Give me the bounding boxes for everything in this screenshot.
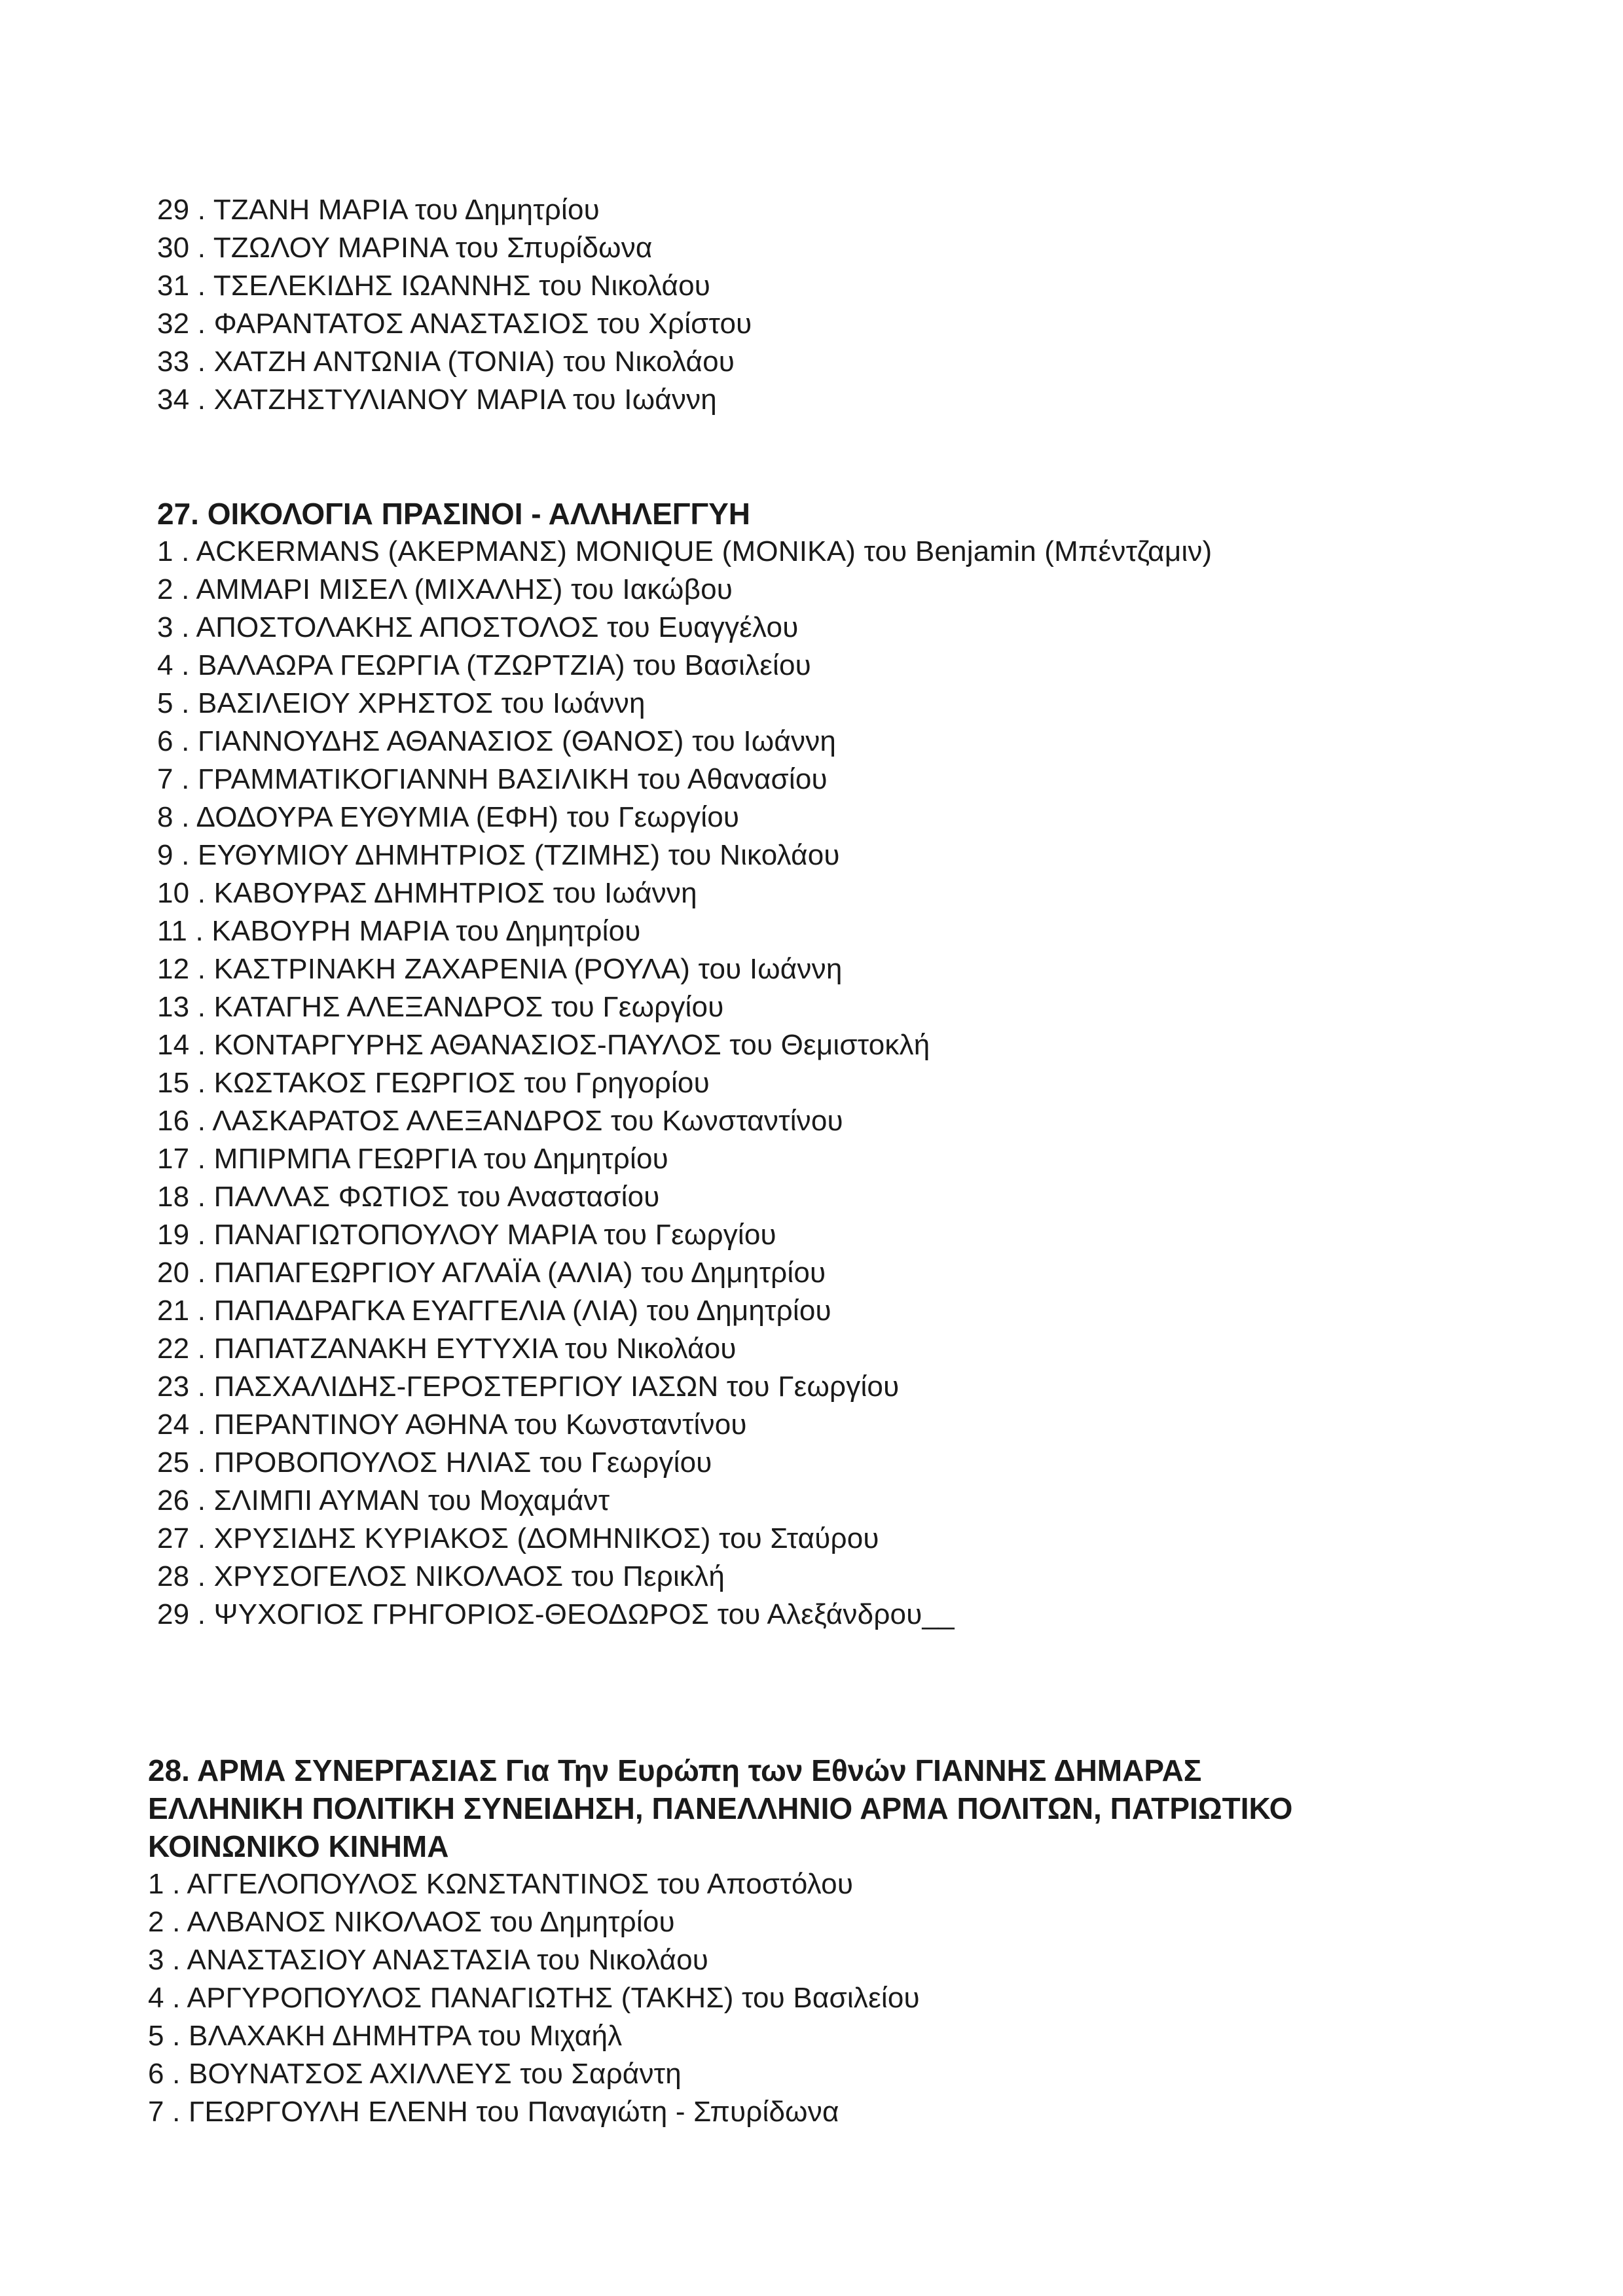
candidate-number: 6 [157,725,173,757]
candidate-name: ΠΡΟΒΟΠΟΥΛΟΣ ΗΛΙΑΣ του Γεωργίου [213,1446,712,1479]
candidate-entry: 1 . ACKERMANS (ΑΚΕΡΜΑΝΣ) MONIQUE (ΜΟΝΙΚΑ) του Benjamin (Μπέντζαμιν) [157,533,1623,571]
candidate-list [148,1865,1623,2131]
candidate-name: ΣΛΙΜΠΙ ΑΥΜΑΝ του Μοχαμάντ [213,1484,610,1516]
candidate-number: 19 [157,1219,190,1251]
candidate-entry: 6 . ΓΙΑΝΝΟΥΔΗΣ ΑΘΑΝΑΣΙΟΣ (ΘΑΝΟΣ) του Ιωάννη [157,723,1623,761]
candidate-name: ΑΝΑΣΤΑΣΙΟΥ ΑΝΑΣΤΑΣΙΑ του Νικολάου [187,1944,709,1976]
candidate-name: ΜΠΙΡΜΠΑ ΓΕΩΡΓΙΑ του Δημητρίου [213,1143,668,1175]
candidate-entry: 3 . ΑΠΟΣΤΟΛΑΚΗΣ ΑΠΟΣΤΟΛΟΣ του Ευαγγέλου [157,609,1623,647]
candidate-number: 6 [148,2058,164,2090]
candidate-entry: 25 . ΠΡΟΒΟΠΟΥΛΟΣ ΗΛΙΑΣ του Γεωργίου [157,1444,1623,1482]
candidate-number: 5 [148,2020,164,2052]
candidate-number: 2 [157,573,173,605]
candidate-entry: 28 . ΧΡΥΣΟΓΕΛΟΣ ΝΙΚΟΛΑΟΣ του Περικλή [157,1558,1623,1596]
party-heading-line-2: ΕΛΛΗΝΙΚΗ ΠΟΛΙΤΙΚΗ ΣΥΝΕΙΔΗΣΗ, ΠΑΝΕΛΛΗΝΙΟ ΑΡΜΑ ΠΟΛΙΤΩΝ, ΠΑΤΡΙΩΤΙΚΟ [148,1791,1293,1825]
candidate-name: ΚΑΤΑΓΗΣ ΑΛΕΞΑΝΔΡΟΣ του Γεωργίου [213,991,724,1023]
candidate-name: ΑΜΜΑΡΙ ΜΙΣΕΛ (ΜΙΧΑΛΗΣ) του Ιακώβου [196,573,733,605]
candidate-number: 21 [157,1295,190,1327]
candidate-number: 5 [157,687,173,719]
candidate-name: ΠΑΠΑΤΖΑΝΑΚΗ ΕΥΤΥΧΙΑ του Νικολάου [213,1333,737,1365]
candidate-name: ΧΑΤΖΗΣΤΥΛΙΑΝΟΥ ΜΑΡΙΑ του Ιωάννη [213,384,717,416]
candidate-number: 2 [148,1906,164,1938]
candidate-name: ΑΠΟΣΤΟΛΑΚΗΣ ΑΠΟΣΤΟΛΟΣ του Ευαγγέλου [196,611,799,643]
candidate-number: 24 [157,1408,190,1441]
candidate-entry: 7 . ΓΡΑΜΜΑΤΙΚΟΓΙΑΝΝΗ ΒΑΣΙΛΙΚΗ του Αθανασίου [157,761,1623,798]
candidate-entry: 8 . ΔΟΔΟΥΡΑ ΕΥΘΥΜΙΑ (ΕΦΗ) του Γεωργίου [157,798,1623,836]
candidate-number: 11 [157,915,188,947]
candidate-number: 18 [157,1181,190,1213]
candidate-name: ΚΑΒΟΥΡΗ ΜΑΡΙΑ του Δημητρίου [211,915,641,947]
candidate-entry: 5 . ΒΑΣΙΛΕΙΟΥ ΧΡΗΣΤΟΣ του Ιωάννη [157,685,1623,723]
candidate-entry: 27 . ΧΡΥΣΙΔΗΣ ΚΥΡΙΑΚΟΣ (ΔΟΜΗΝΙΚΟΣ) του Σταύρου [157,1520,1623,1558]
candidate-number: 32 [157,308,190,340]
candidate-name: ΠΕΡΑΝΤΙΝΟΥ ΑΘΗΝΑ του Κωνσταντίνου [213,1408,747,1441]
candidate-number: 20 [157,1257,190,1289]
candidate-name: ΔΟΔΟΥΡΑ ΕΥΘΥΜΙΑ (ΕΦΗ) του Γεωργίου [196,801,740,833]
candidate-entry: 21 . ΠΑΠΑΔΡΑΓΚΑ ΕΥΑΓΓΕΛΙΑ (ΛΙΑ) του Δημητρίου [157,1292,1623,1330]
candidate-entry: 32 . ΦΑΡΑΝΤΑΤΟΣ ΑΝΑΣΤΑΣΙΟΣ του Χρίστου [157,305,1623,343]
candidate-number: 15 [157,1067,190,1099]
candidate-number: 4 [148,1982,164,2014]
candidate-name: ΧΑΤΖΗ ΑΝΤΩΝΙΑ (ΤΟΝΙΑ) του Νικολάου [213,346,735,378]
candidate-entry: 3 . ΑΝΑΣΤΑΣΙΟΥ ΑΝΑΣΤΑΣΙΑ του Νικολάου [148,1941,1623,1979]
candidate-number: 27 [157,1522,190,1554]
candidate-name: ΛΑΣΚΑΡΑΤΟΣ ΑΛΕΞΑΝΔΡΟΣ του Κωνσταντίνου [212,1105,843,1137]
candidate-entry: 26 . ΣΛΙΜΠΙ ΑΥΜΑΝ του Μοχαμάντ [157,1482,1623,1520]
candidate-name: ΠΑΝΑΓΙΩΤΟΠΟΥΛΟΥ ΜΑΡΙΑ του Γεωργίου [213,1219,776,1251]
candidate-entry: 23 . ΠΑΣΧΑΛΙΔΗΣ-ΓΕΡΟΣΤΕΡΓΙΟΥ ΙΑΣΩΝ του Γεωργίου [157,1368,1623,1406]
candidate-number: 4 [157,649,173,681]
candidate-number: 3 [157,611,173,643]
candidate-entry: 22 . ΠΑΠΑΤΖΑΝΑΚΗ ΕΥΤΥΧΙΑ του Νικολάου [157,1330,1623,1368]
candidate-name: ΠΑΠΑΓΕΩΡΓΙΟΥ ΑΓΛΑΪΑ (ΑΛΙΑ) του Δημητρίου [213,1257,826,1289]
candidate-entry: 16 . ΛΑΣΚΑΡΑΤΟΣ ΑΛΕΞΑΝΔΡΟΣ του Κωνσταντίνου [157,1102,1623,1140]
candidate-number: 31 [157,270,190,302]
candidate-list [157,533,1623,1634]
party-heading: 27. ΟΙΚΟΛΟΓΙΑ ΠΡΑΣΙΝΟΙ - ΑΛΛΗΛΕΓΓΥΗ [157,497,751,531]
candidate-number: 34 [157,384,190,416]
party-heading-line-3: ΚΟΙΝΩΝΙΚΟ ΚΙΝΗΜΑ [148,1829,449,1863]
candidate-number: 7 [148,2096,164,2128]
candidate-number: 29 [157,194,190,226]
candidate-name: ΚΑΣΤΡΙΝΑΚΗ ΖΑΧΑΡΕΝΙΑ (ΡΟΥΛΑ) του Ιωάννη [213,953,843,985]
candidate-name: ΤΣΕΛΕΚΙΔΗΣ ΙΩΑΝΝΗΣ του Νικολάου [213,270,711,302]
candidate-name: ΠΑΛΛΑΣ ΦΩΤΙΟΣ του Αναστασίου [213,1181,660,1213]
candidate-number: 30 [157,232,190,264]
candidate-entry: 30 . ΤΖΩΛΟΥ ΜΑΡΙΝΑ του Σπυρίδωνα [157,229,1623,267]
candidate-number: 1 [148,1868,164,1900]
candidate-number: 17 [157,1143,190,1175]
candidate-entry: 19 . ΠΑΝΑΓΙΩΤΟΠΟΥΛΟΥ ΜΑΡΙΑ του Γεωργίου [157,1216,1623,1254]
candidate-entry: 33 . ΧΑΤΖΗ ΑΝΤΩΝΙΑ (ΤΟΝΙΑ) του Νικολάου [157,343,1623,381]
candidate-entry: 15 . ΚΩΣΤΑΚΟΣ ΓΕΩΡΓΙΟΣ του Γρηγορίου [157,1064,1623,1102]
candidate-entry: 5 . ΒΛΑΧΑΚΗ ΔΗΜΗΤΡΑ του Μιχαήλ [148,2017,1623,2055]
candidate-number: 8 [157,801,173,833]
candidate-number: 33 [157,346,190,378]
candidate-name: ΧΡΥΣΟΓΕΛΟΣ ΝΙΚΟΛΑΟΣ του Περικλή [213,1560,725,1592]
candidate-name: ΒΛΑΧΑΚΗ ΔΗΜΗΤΡΑ του Μιχαήλ [188,2020,623,2052]
candidate-entry: 6 . ΒΟΥΝΑΤΣΟΣ ΑΧΙΛΛΕΥΣ του Σαράντη [148,2055,1623,2093]
candidate-entry: 11 . ΚΑΒΟΥΡΗ ΜΑΡΙΑ του Δημητρίου [157,912,1623,950]
candidate-name: ΨΥΧΟΓΙΟΣ ΓΡΗΓΟΡΙΟΣ-ΘΕΟΔΩΡΟΣ του Αλεξάνδρου__ [213,1598,955,1630]
candidate-name: ΤΖΩΛΟΥ ΜΑΡΙΝΑ του Σπυρίδωνα [213,232,653,264]
candidate-number: 26 [157,1484,190,1516]
party-section-27 [157,495,1623,1634]
candidate-entry: 2 . ΑΛΒΑΝΟΣ ΝΙΚΟΛΑΟΣ του Δημητρίου [148,1903,1623,1941]
candidate-number: 28 [157,1560,190,1592]
candidate-name: ΓΕΩΡΓΟΥΛΗ ΕΛΕΝΗ του Παναγιώτη - Σπυρίδωνα [188,2096,839,2128]
candidate-name: ΓΙΑΝΝΟΥΔΗΣ ΑΘΑΝΑΣΙΟΣ (ΘΑΝΟΣ) του Ιωάννη [197,725,837,757]
candidate-number: 29 [157,1598,190,1630]
candidate-number: 12 [157,953,190,985]
candidate-name: ΠΑΠΑΔΡΑΓΚΑ ΕΥΑΓΓΕΛΙΑ (ΛΙΑ) του Δημητρίου [213,1295,831,1327]
candidate-name: ΒΟΥΝΑΤΣΟΣ ΑΧΙΛΛΕΥΣ του Σαράντη [188,2058,682,2090]
candidate-list-continued [157,191,1623,419]
candidate-name: ΑΡΓΥΡΟΠΟΥΛΟΣ ΠΑΝΑΓΙΩΤΗΣ (ΤΑΚΗΣ) του Βασιλείου [187,1982,920,2014]
candidate-entry: 29 . ΨΥΧΟΓΙΟΣ ΓΡΗΓΟΡΙΟΣ-ΘΕΟΔΩΡΟΣ του Αλεξάνδρου__ [157,1596,1623,1634]
candidate-number: 14 [157,1029,190,1061]
candidate-name: ΚΑΒΟΥΡΑΣ ΔΗΜΗΤΡΙΟΣ του Ιωάννη [213,877,697,909]
candidate-entry: 12 . ΚΑΣΤΡΙΝΑΚΗ ΖΑΧΑΡΕΝΙΑ (ΡΟΥΛΑ) του Ιωάννη [157,950,1623,988]
candidate-entry: 34 . ΧΑΤΖΗΣΤΥΛΙΑΝΟΥ ΜΑΡΙΑ του Ιωάννη [157,381,1623,419]
party-section-28 [148,1751,1623,2131]
candidate-name: ΚΟΝΤΑΡΓΥΡΗΣ ΑΘΑΝΑΣΙΟΣ-ΠΑΥΛΟΣ του Θεμιστοκλή [213,1029,930,1061]
candidate-entry: 4 . ΑΡΓΥΡΟΠΟΥΛΟΣ ΠΑΝΑΓΙΩΤΗΣ (ΤΑΚΗΣ) του Βασιλείου [148,1979,1623,2017]
candidate-entry: 29 . ΤΖΑΝΗ ΜΑΡΙΑ του Δημητρίου [157,191,1623,229]
candidate-entry: 24 . ΠΕΡΑΝΤΙΝΟΥ ΑΘΗΝΑ του Κωνσταντίνου [157,1406,1623,1444]
candidate-number: 10 [157,877,190,909]
candidate-name: ACKERMANS (ΑΚΕΡΜΑΝΣ) MONIQUE (ΜΟΝΙΚΑ) του Benjamin (Μπέντζαμιν) [196,535,1213,567]
candidate-name: ΒΑΛΑΩΡΑ ΓΕΩΡΓΙΑ (ΤΖΩΡΤΖΙΑ) του Βασιλείου [197,649,811,681]
candidate-number: 1 [157,535,173,567]
candidate-number: 25 [157,1446,190,1479]
party-heading-line-1: 28. ΑΡΜΑ ΣΥΝΕΡΓΑΣΙΑΣ Για Την Ευρώπη των Εθνών ΓΙΑΝΝΗΣ ΔΗΜΑΡΑΣ [148,1753,1202,1787]
candidate-entry: 2 . ΑΜΜΑΡΙ ΜΙΣΕΛ (ΜΙΧΑΛΗΣ) του Ιακώβου [157,571,1623,609]
candidate-entry: 31 . ΤΣΕΛΕΚΙΔΗΣ ΙΩΑΝΝΗΣ του Νικολάου [157,267,1623,305]
candidate-entry: 14 . ΚΟΝΤΑΡΓΥΡΗΣ ΑΘΑΝΑΣΙΟΣ-ΠΑΥΛΟΣ του Θεμιστοκλή [157,1026,1623,1064]
candidate-entry: 7 . ΓΕΩΡΓΟΥΛΗ ΕΛΕΝΗ του Παναγιώτη - Σπυρίδωνα [148,2093,1623,2131]
candidate-entry: 20 . ΠΑΠΑΓΕΩΡΓΙΟΥ ΑΓΛΑΪΑ (ΑΛΙΑ) του Δημητρίου [157,1254,1623,1292]
candidate-number: 9 [157,839,173,871]
candidate-name: ΤΖΑΝΗ ΜΑΡΙΑ του Δημητρίου [213,194,600,226]
candidate-entry: 18 . ΠΑΛΛΑΣ ΦΩΤΙΟΣ του Αναστασίου [157,1178,1623,1216]
candidate-name: ΒΑΣΙΛΕΙΟΥ ΧΡΗΣΤΟΣ του Ιωάννη [197,687,646,719]
candidate-entry: 17 . ΜΠΙΡΜΠΑ ΓΕΩΡΓΙΑ του Δημητρίου [157,1140,1623,1178]
candidate-name: ΕΥΘΥΜΙΟΥ ΔΗΜΗΤΡΙΟΣ (ΤΖΙΜΗΣ) του Νικολάου [197,839,840,871]
candidate-number: 3 [148,1944,164,1976]
candidate-name: ΠΑΣΧΑΛΙΔΗΣ-ΓΕΡΟΣΤΕΡΓΙΟΥ ΙΑΣΩΝ του Γεωργίου [213,1371,900,1403]
candidate-name: ΦΑΡΑΝΤΑΤΟΣ ΑΝΑΣΤΑΣΙΟΣ του Χρίστου [213,308,752,340]
candidate-name: ΓΡΑΜΜΑΤΙΚΟΓΙΑΝΝΗ ΒΑΣΙΛΙΚΗ του Αθανασίου [197,763,828,795]
candidate-entry: 10 . ΚΑΒΟΥΡΑΣ ΔΗΜΗΤΡΙΟΣ του Ιωάννη [157,874,1623,912]
candidate-entry: 13 . ΚΑΤΑΓΗΣ ΑΛΕΞΑΝΔΡΟΣ του Γεωργίου [157,988,1623,1026]
candidate-name: ΧΡΥΣΙΔΗΣ ΚΥΡΙΑΚΟΣ (ΔΟΜΗΝΙΚΟΣ) του Σταύρου [213,1522,879,1554]
candidate-entry: 4 . ΒΑΛΑΩΡΑ ΓΕΩΡΓΙΑ (ΤΖΩΡΤΖΙΑ) του Βασιλείου [157,647,1623,685]
candidate-name: ΑΛΒΑΝΟΣ ΝΙΚΟΛΑΟΣ του Δημητρίου [187,1906,675,1938]
candidate-name: ΚΩΣΤΑΚΟΣ ΓΕΩΡΓΙΟΣ του Γρηγορίου [213,1067,710,1099]
candidate-number: 23 [157,1371,190,1403]
candidate-name: ΑΓΓΕΛΟΠΟΥΛΟΣ ΚΩΝΣΤΑΝΤΙΝΟΣ του Αποστόλου [187,1868,854,1900]
candidate-entry: 1 . ΑΓΓΕΛΟΠΟΥΛΟΣ ΚΩΝΣΤΑΝΤΙΝΟΣ του Αποστόλου [148,1865,1623,1903]
candidate-number: 7 [157,763,173,795]
candidate-entry: 9 . ΕΥΘΥΜΙΟΥ ΔΗΜΗΤΡΙΟΣ (ΤΖΙΜΗΣ) του Νικολάου [157,836,1623,874]
candidate-number: 22 [157,1333,190,1365]
candidate-number: 13 [157,991,190,1023]
candidate-number: 16 [157,1105,190,1137]
